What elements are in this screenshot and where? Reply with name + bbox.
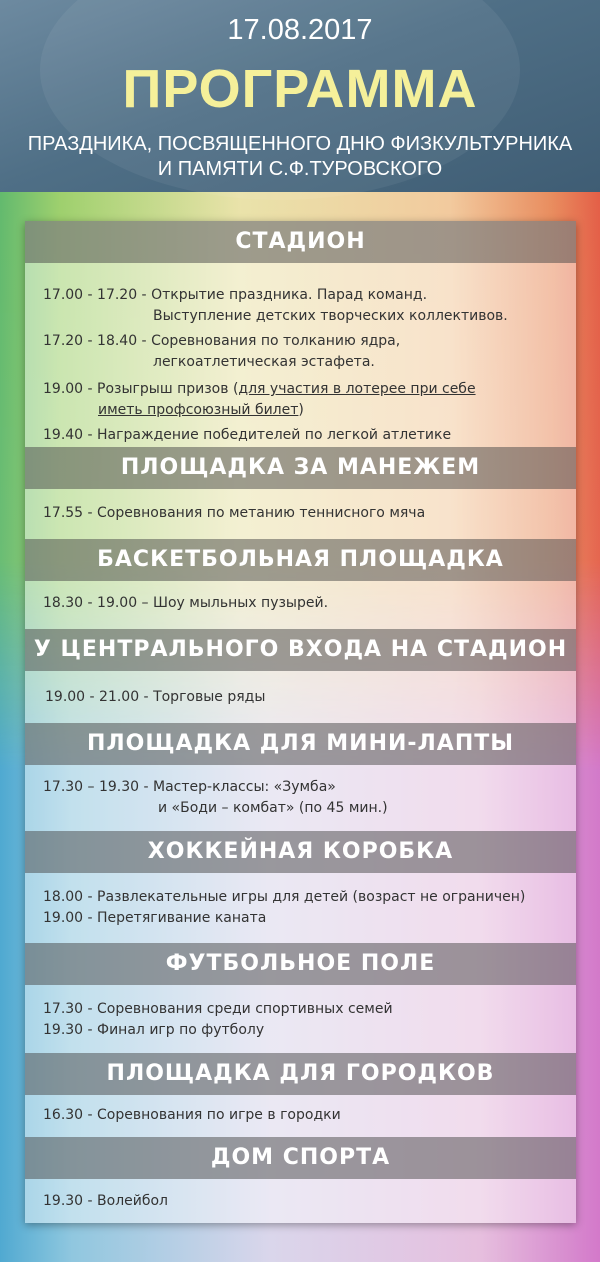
lottery-note: для участия в лотерее при себе [238, 381, 476, 397]
schedule-item: 17.20 - 18.40 - Соревнования по толканию ядра, [43, 333, 401, 349]
program-schedule [25, 221, 576, 1223]
schedule-item-text: ) [298, 402, 304, 418]
header [0, 0, 600, 192]
section-body-stadium [25, 263, 576, 447]
schedule-item: 16.30 - Соревнования по игре в городки [43, 1107, 341, 1123]
section-heading-hockey-box: ХОККЕЙНАЯ КОРОБКА [25, 831, 576, 873]
section-heading-manezh: ПЛОЩАДКА ЗА МАНЕЖЕМ [25, 447, 576, 489]
schedule-item-continuation: Выступление детских творческих коллективов. [153, 308, 508, 324]
section-body-manezh [25, 489, 576, 539]
schedule-item-continuation: и «Боди – комбат» (по 45 мин.) [158, 800, 388, 816]
subtitle-line: ПРАЗДНИКА, ПОСВЯЩЕННОГО ДНЮ ФИЗКУЛЬТУРНИКА [27, 133, 573, 155]
schedule-item: 19.00 - Перетягивание каната [43, 910, 267, 926]
schedule-item [43, 379, 572, 400]
section-heading-sports-house: ДОМ СПОРТА [25, 1137, 576, 1179]
schedule-item-continuation: легкоатлетическая эстафета. [153, 354, 375, 370]
section-body-hockey-box [25, 873, 576, 943]
section-heading-mini-lapta: ПЛОЩАДКА ДЛЯ МИНИ-ЛАПТЫ [25, 723, 576, 765]
section-body-central-entrance [25, 671, 576, 723]
page-subtitle [0, 132, 600, 182]
schedule-item: 18.30 - 19.00 – Шоу мыльных пузырей. [43, 595, 329, 611]
schedule-item: 17.30 - Соревнования среди спортивных семей [43, 1001, 393, 1017]
section-body-mini-lapta [25, 765, 576, 831]
schedule-item: 19.30 - Волейбол [43, 1193, 169, 1209]
page-title: ПРОГРАММА [122, 59, 478, 119]
section-heading-stadium: СТАДИОН [25, 221, 576, 263]
schedule-item-text: 19.00 - Розыгрыш призов ( [43, 381, 239, 397]
lottery-note: иметь профсоюзный билет [98, 402, 299, 418]
schedule-item: 18.00 - Развлекательные игры для детей (возраст не ограничен) [43, 889, 526, 905]
schedule-item: 17.30 – 19.30 - Мастер-классы: «Зумба» [43, 779, 336, 795]
schedule-item: 19.40 - Награждение победителей по легкой атлетике [43, 427, 452, 443]
section-heading-central-entrance: У ЦЕНТРАЛЬНОГО ВХОДА НА СТАДИОН [25, 629, 576, 671]
schedule-item: 19.00 - 21.00 - Торговые ряды [45, 689, 266, 705]
subtitle-line: И ПАМЯТИ С.Ф.ТУРОВСКОГО [157, 158, 443, 180]
section-body-sports-house [25, 1179, 576, 1223]
schedule-item: 17.00 - 17.20 - Открытие праздника. Парад команд. [43, 287, 428, 303]
schedule-item: 17.55 - Соревнования по метанию теннисного мяча [43, 505, 426, 521]
section-body-basketball [25, 581, 576, 629]
schedule-item: 19.30 - Финал игр по футболу [43, 1022, 265, 1038]
section-body-football-field [25, 985, 576, 1053]
section-heading-basketball: БАСКЕТБОЛЬНАЯ ПЛОЩАДКА [25, 539, 576, 581]
section-body-gorodki [25, 1095, 576, 1137]
section-heading-football-field: ФУТБОЛЬНОЕ ПОЛЕ [25, 943, 576, 985]
schedule-item-continuation [43, 400, 572, 421]
event-date: 17.08.2017 [227, 14, 373, 46]
section-heading-gorodki: ПЛОЩАДКА ДЛЯ ГОРОДКОВ [25, 1053, 576, 1095]
